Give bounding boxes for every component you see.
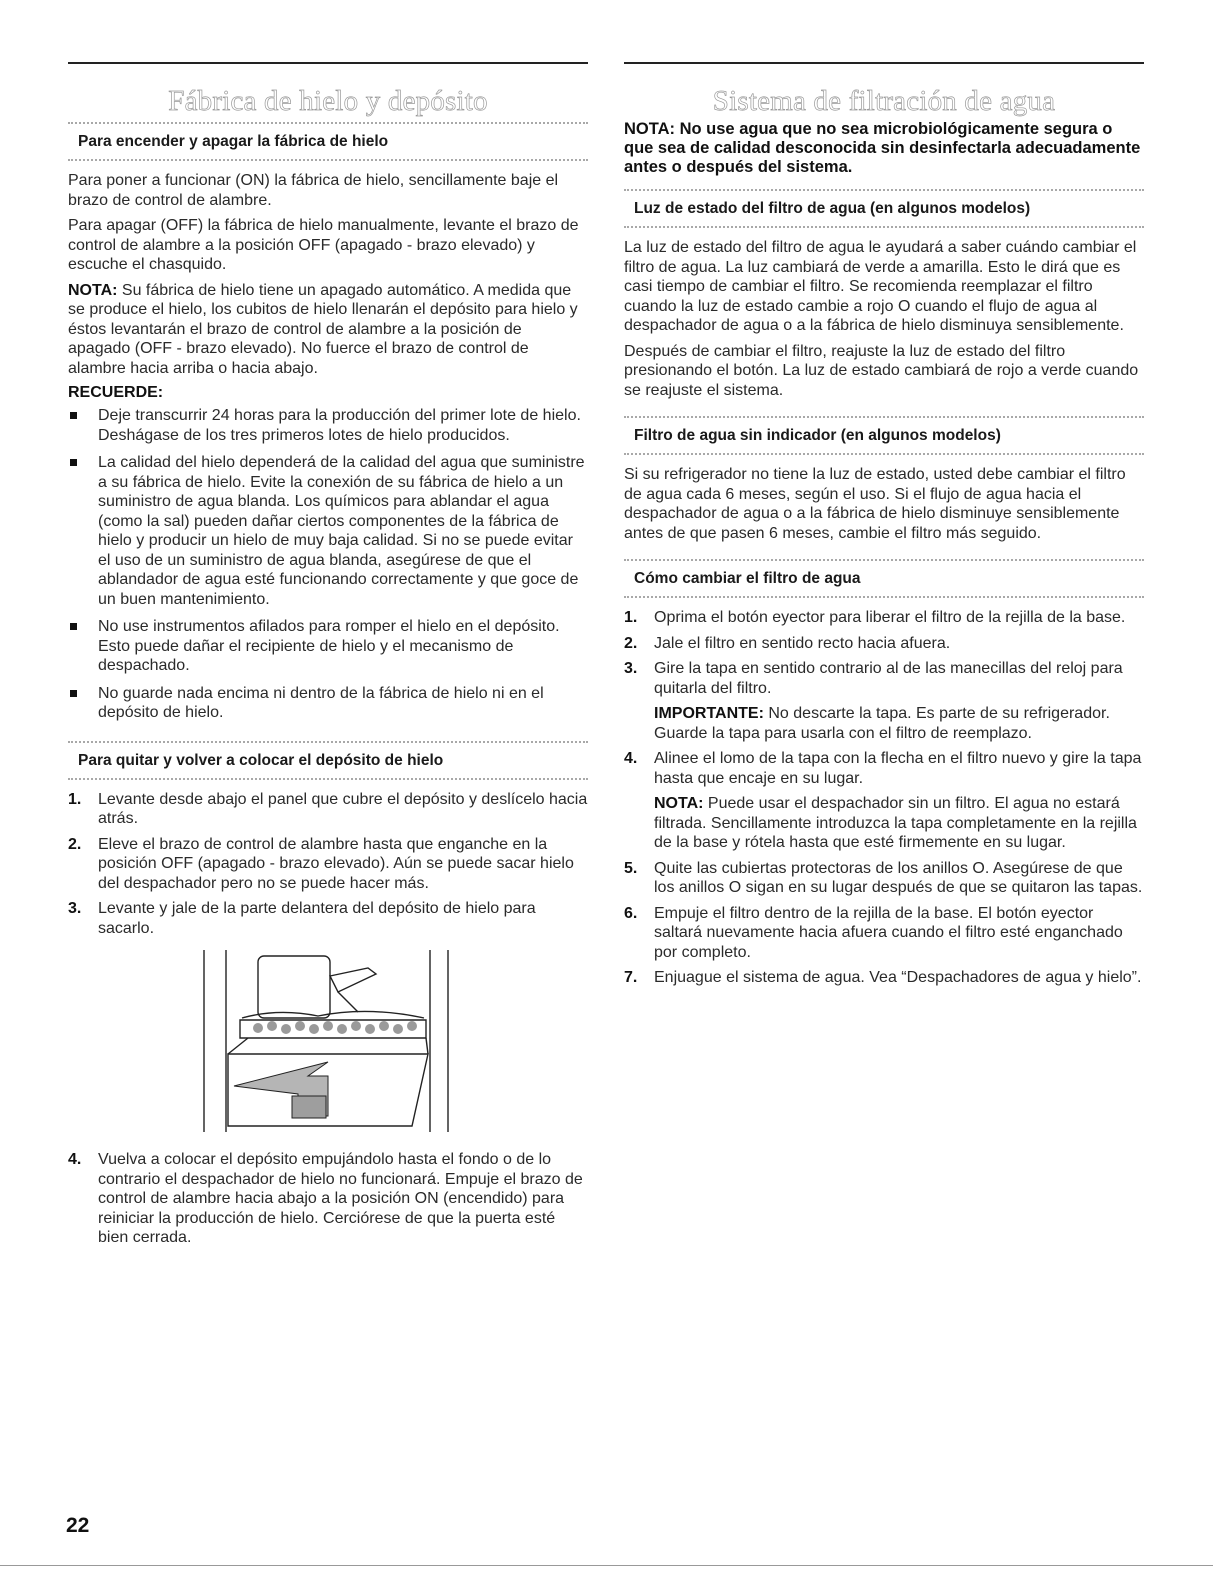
ice-bin-illustration bbox=[198, 946, 468, 1136]
dotted-divider bbox=[68, 159, 588, 161]
list-item: 1. Oprima el botón eyector para liberar el filtro de la rejilla de la base. bbox=[624, 609, 1126, 626]
section-title-ice-maker: Fábrica de hielo y depósito bbox=[168, 85, 488, 117]
dotted-divider bbox=[68, 741, 588, 743]
paragraph: Para poner a funcionar (ON) la fábrica de hielo, sencillamente baje el brazo de control de alambre. bbox=[68, 172, 559, 209]
list-item: No guarde nada encima ni dentro de la fábrica de hielo ni en el depósito de hielo. bbox=[68, 684, 588, 723]
dotted-divider bbox=[624, 559, 1144, 561]
subheading-on-off: Para encender y apagar la fábrica de hielo bbox=[78, 133, 389, 150]
paragraph: La luz de estado del filtro de agua le ayudará a saber cuándo cambiar el filtro de agua. La luz cambiará de verde a amarilla. Esto le dirá que es casi tiempo de cambiar el filtro. Se recomienda reemplazar el filtro cuando la luz de estado cambie a rojo O cuando el flujo de agua al despachador de agua o a la fábrica de hielo disminuya sensiblemente. bbox=[624, 239, 1137, 334]
list-item: 4. Alinee el lomo de la tapa con la flecha en el filtro nuevo y gire la tapa hasta que encaje en su lugar. NOTA: Puede usar el despachador sin un filtro. El agua no estará filtrada. Sencillamente introduzca la tapa completamente en la rejilla de la base y rótela hasta que esté firmemente en su lugar. bbox=[624, 749, 1144, 853]
replace-step bbox=[68, 1150, 588, 1248]
subheading-status-light: Luz de estado del filtro de agua (en algunos modelos) bbox=[634, 200, 1031, 217]
dotted-divider bbox=[68, 122, 588, 124]
list-item: 1. Levante desde abajo el panel que cubre el depósito y deslícelo hacia atrás. bbox=[68, 790, 588, 827]
paragraph: Para apagar (OFF) la fábrica de hielo manualmente, levante el brazo de control de alambre a la posición OFF (apagado - brazo elevado) y escuche el chasquido. bbox=[68, 217, 579, 273]
list-item: 6. Empuje el filtro dentro de la rejilla de la base. El botón eyector saltará nuevamente hacia afuera cuando el filtro esté enganchado por completo. bbox=[624, 904, 1123, 961]
filter-steps bbox=[624, 608, 1144, 988]
water-safety-note: NOTA: No use agua que no sea microbiológicamente segura o que sea de calidad desconocida sin desinfectarla adecuadamente antes o después del sistema. bbox=[624, 120, 1141, 176]
remember-list bbox=[68, 406, 588, 723]
remove-steps bbox=[68, 790, 588, 939]
list-item: 3. Levante y jale de la parte delantera del depósito de hielo para sacarlo. bbox=[68, 900, 536, 937]
list-item: 7. Enjuague el sistema de agua. Vea “Despachadores de agua y hielo”. bbox=[624, 969, 1142, 986]
right-top-rule bbox=[624, 62, 1144, 64]
note-label: NOTA: bbox=[68, 281, 118, 299]
list-item: 5. Quite las cubiertas protectoras de los anillos O. Asegúrese de que los anillos O sigan en su lugar después de que se quitaron las tapas. bbox=[624, 859, 1143, 896]
note-text: Su fábrica de hielo tiene un apagado automático. A medida que se produce el hielo, los cubitos de hielo llenarán el depósito para hielo y éstos levantarán el brazo de control de alambre a la posición de apagado (OFF - brazo elevado). No fuerce el brazo de control de alambre hacia arriba o hacia abajo. bbox=[68, 281, 578, 377]
left-top-rule bbox=[68, 62, 588, 64]
list-item: 2. Eleve el brazo de control de alambre hasta que enganche en la posición OFF (apagado - brazo elevado). Aún se puede sacar hielo del despachador pero no se puede hacer más. bbox=[68, 835, 574, 892]
bottom-rule bbox=[0, 1565, 1213, 1566]
remember-heading: RECUERDE: bbox=[68, 384, 164, 401]
subheading-change-filter: Cómo cambiar el filtro de agua bbox=[634, 570, 861, 587]
dotted-divider bbox=[68, 778, 588, 780]
section-title-water-filter: Sistema de filtración de agua bbox=[712, 85, 1056, 117]
paragraph: Si su refrigerador no tiene la luz de estado, usted debe cambiar el filtro de agua cada 6 meses, según el uso. Si el flujo de agua hacia el despachador de agua o a la fábrica de hielo disminuye sensiblemente antes de que pasen 6 meses, cambie el filtro más seguido. bbox=[624, 466, 1126, 542]
list-item: 3. Gire la tapa en sentido contrario al de las manecillas del reloj para quitarla del filtro. IMPORTANTE: No descarte la tapa. Es parte de su refrigerador. Guarde la tapa para usarla con el filtro de reemplazo. bbox=[624, 659, 1144, 743]
important-note: IMPORTANTE: No descarte la tapa. Es parte de su refrigerador. Guarde la tapa para usarla con el filtro de reemplazo. bbox=[654, 705, 1110, 742]
subheading-remove-bin: Para quitar y volver a colocar el depósito de hielo bbox=[78, 751, 444, 769]
list-item: 4. Vuelva a colocar el depósito empujándolo hasta el fondo o de lo contrario el despachador de hielo no funcionará. Empuje el brazo de control de alambre hacia abajo a la posición ON (encendido) para reiniciar la producción de hielo. Cerciórese de que la puerta esté bien cerrada. bbox=[68, 1151, 583, 1246]
list-item: 2. Jale el filtro en sentido recto hacia afuera. bbox=[624, 634, 951, 652]
dotted-divider bbox=[624, 596, 1144, 598]
ice-bin-drawing bbox=[198, 946, 468, 1136]
subheading-no-indicator: Filtro de agua sin indicador (en algunos modelos) bbox=[634, 427, 1001, 444]
paragraph: Después de cambiar el filtro, reajuste la luz de estado del filtro presionando el botón. La luz de estado cambiará de rojo a verde cuando se reajuste el sistema. bbox=[624, 342, 1139, 399]
list-item: Deje transcurrir 24 horas para la producción del primer lote de hielo. Deshágase de los tres primeros lotes de hielo producidos. bbox=[68, 406, 588, 445]
note: NOTA: Puede usar el despachador sin un filtro. El agua no estará filtrada. Sencillamente introduzca la tapa completamente en la rejilla de la base y rótela hasta que esté firmemente en su lugar. bbox=[654, 795, 1137, 851]
dotted-divider bbox=[624, 453, 1144, 455]
dotted-divider bbox=[624, 189, 1144, 191]
left-column bbox=[68, 62, 588, 1254]
page-number: 22 bbox=[66, 1514, 90, 1537]
list-item: No use instrumentos afilados para romper el hielo en el depósito. Esto puede dañar el recipiente de hielo y el mecanismo de despachado. bbox=[68, 617, 588, 676]
dotted-divider bbox=[624, 416, 1144, 418]
dotted-divider bbox=[624, 226, 1144, 228]
note-paragraph bbox=[68, 281, 588, 379]
list-item: La calidad del hielo dependerá de la calidad del agua que suministre a su fábrica de hielo. Evite la conexión de su fábrica de hielo a un suministro de agua blanda. Los químicos para ablandar el agua (como la sal) pueden dañar ciertos componentes de la fábrica de hielo y producir un hielo de muy baja calidad. Si no se puede evitar el uso de un suministro de agua blanda, asegúrese de que el ablandador de agua esté funcionando correctamente y que goce de un buen mantenimiento. bbox=[68, 453, 588, 609]
right-column bbox=[624, 62, 1144, 994]
